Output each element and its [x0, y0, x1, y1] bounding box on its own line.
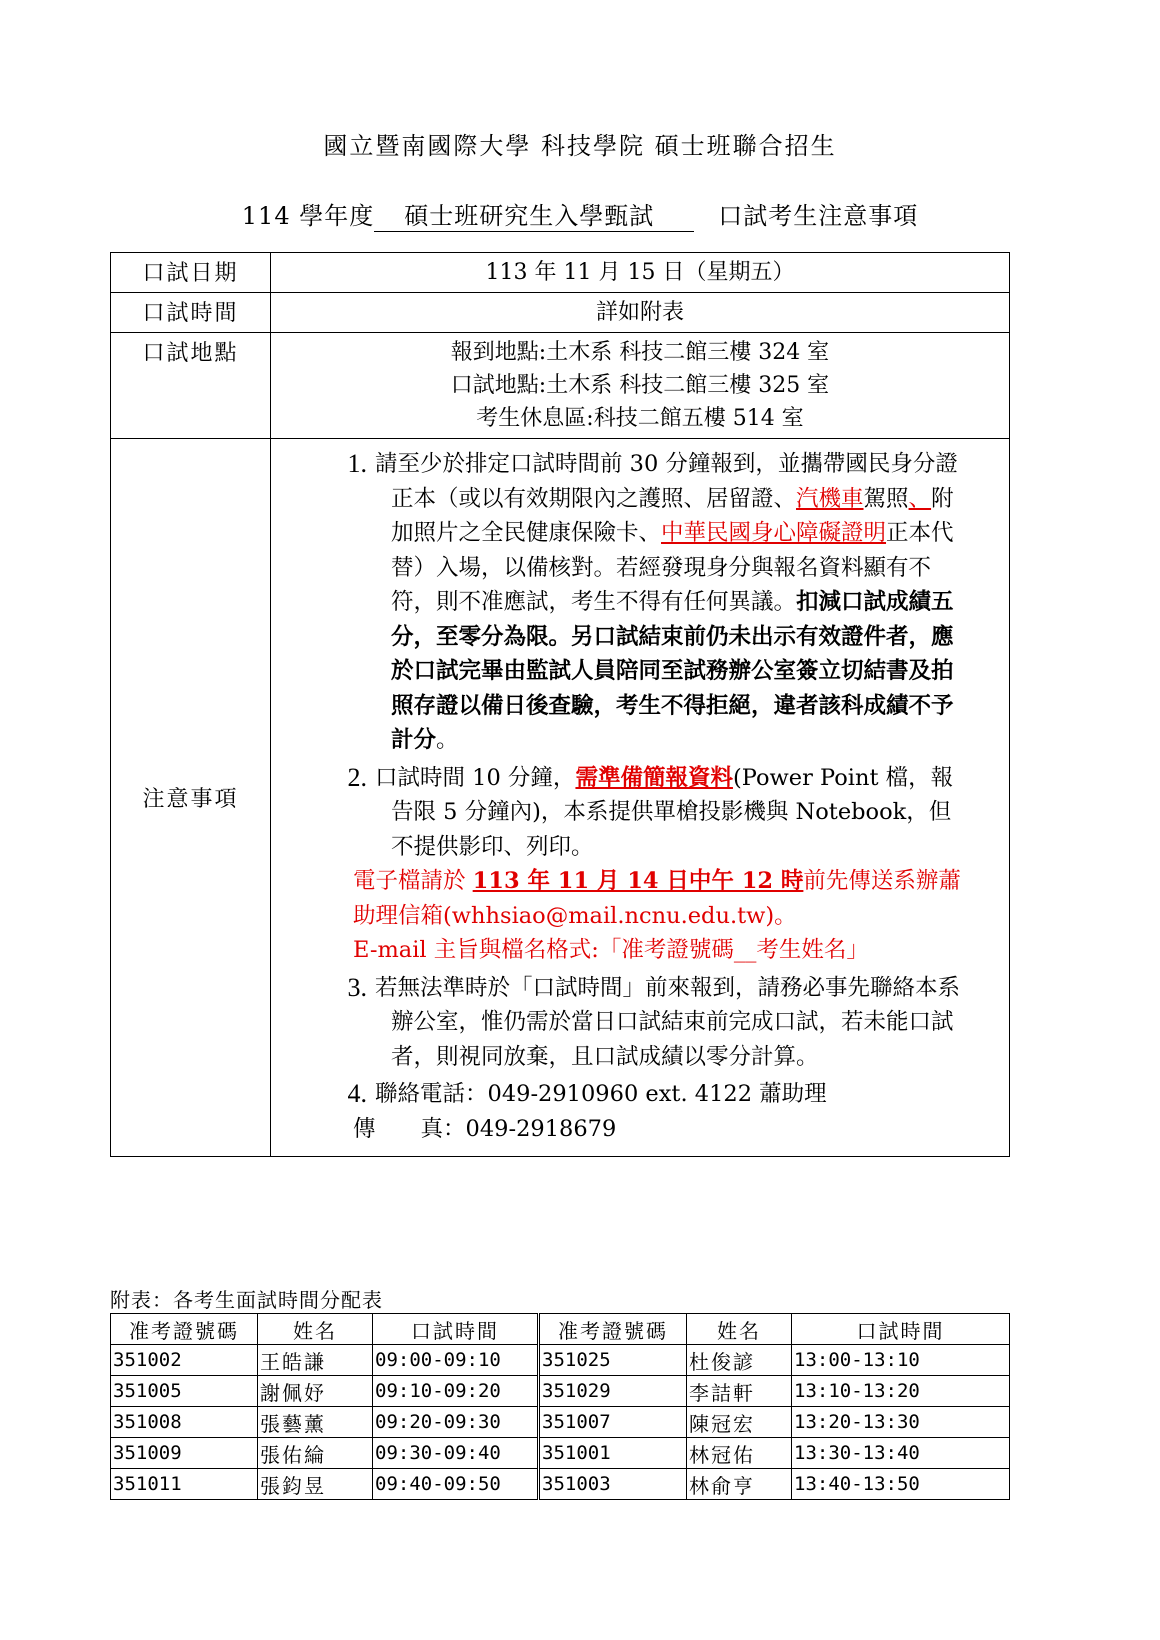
schedule-row: [111, 1469, 1010, 1500]
candidate-id: 351009: [111, 1438, 258, 1469]
candidate-id: 351007: [539, 1407, 687, 1438]
candidate-id: 351002: [111, 1345, 258, 1376]
exam-slot: 13:10-13:20: [792, 1376, 1010, 1407]
schedule-row: [111, 1376, 1010, 1407]
candidate-name: 林冠佑: [687, 1438, 792, 1469]
rest-area-location: 考生休息區:科技二館五樓 514 室: [476, 406, 804, 431]
note-text: 請至少於排定口試時間前 30 分鐘報到，並攜帶國民身分證正本（或以有效期限內之護照、居留證、: [375, 451, 958, 512]
checkin-location: 報到地點:土木系 科技二館三樓 324 室: [450, 340, 830, 365]
fax-label: 傳 真: [353, 1115, 444, 1142]
program-name: 碩士班研究生入學甄試: [374, 196, 694, 232]
note-bold-warning: 扣減口試成績五分，至零分為限。另口試結束前仍未出示有效證件者，應於口試完畢由監試人員陪同至試務辦公室簽立切結書及拍照存證以備日後查驗，考生不得拒絕，違者該科成績不予計分: [391, 589, 954, 753]
candidate-name: 張藝薰: [258, 1407, 373, 1438]
note-text: 。: [436, 727, 459, 753]
candidate-name: 謝佩妤: [258, 1376, 373, 1407]
email-address: 前先傳送系辦蕭助理信箱(whhsiao@mail.ncnu.edu.tw)。: [353, 868, 961, 929]
note-item-3: [317, 971, 961, 1075]
note-item-2: [317, 761, 961, 865]
notes-label: 注意事項: [111, 439, 271, 1157]
exam-date-row: [111, 253, 1010, 293]
note-number: 1.: [347, 449, 367, 478]
exam-time-row: [111, 293, 1010, 333]
appendix-title: 附表：各考生面試時間分配表: [110, 1288, 383, 1312]
notes-row: [111, 439, 1010, 1157]
note-text: 駕照: [863, 485, 909, 512]
email-format: E-mail 主旨與檔名格式:「准考證號碼__考生姓名」: [353, 937, 869, 963]
candidate-name: 李詰軒: [687, 1376, 792, 1407]
candidate-id: 351029: [539, 1376, 687, 1407]
notice-title: 口試考生注意事項: [718, 202, 919, 230]
exam-slot: 09:10-09:20: [373, 1376, 539, 1407]
col-header-time: 口試時間: [373, 1314, 539, 1345]
col-header-id: 准考證號碼: [111, 1314, 258, 1345]
contact-fax: [317, 1112, 961, 1147]
candidate-name: 林俞亨: [687, 1469, 792, 1500]
note-text: 若無法準時於「口試時間」前來報到，請務必事先聯絡本系辦公室，惟仍需於當日口試結束前完成口試，若未能口試者，則視同放棄，且口試成績以零分計算。: [375, 974, 961, 1070]
exam-location: 口試地點:土木系 科技二館三樓 325 室: [450, 373, 830, 398]
exam-date-value: 113 年 11 月 15 日（星期五）: [271, 253, 1010, 293]
document-title: 國立暨南國際大學 科技學院 碩士班聯合招生: [323, 132, 837, 160]
col-header-name: 姓名: [258, 1314, 373, 1345]
candidate-id: 351011: [111, 1469, 258, 1500]
exam-slot: 09:30-09:40: [373, 1438, 539, 1469]
note-number: 4.: [347, 1079, 367, 1108]
candidate-id: 351001: [539, 1438, 687, 1469]
note-highlight: 、: [908, 485, 932, 512]
candidate-id: 351025: [539, 1345, 687, 1376]
exam-slot: 09:00-09:10: [373, 1345, 539, 1376]
note-item-1: [317, 447, 961, 758]
schedule-row: [111, 1345, 1010, 1376]
note-text: (Power Point 檔，報告限 5 分鐘內)，本系提供單槍投影機與 Notebook，但不提供影印、列印。: [391, 764, 954, 860]
exam-slot: 13:00-13:10: [792, 1345, 1010, 1376]
candidate-name: 張佑綸: [258, 1438, 373, 1469]
note-highlight: 中華民國身心障礙證明: [661, 520, 887, 546]
schedule-row: [111, 1407, 1010, 1438]
exam-info-table: [110, 252, 1010, 1157]
exam-date-label: 口試日期: [111, 253, 271, 293]
academic-year: 114 學年度: [241, 202, 375, 230]
note-text: 正本代替）入場，以備核對。若經發現身分與報名資料顯有不符，則不准應試，考生不得有任何異議。: [391, 520, 954, 615]
schedule-header-row: [111, 1314, 1010, 1345]
contact-phone: 聯絡電話：049-2910960 ext. 4122 蕭助理: [375, 1081, 827, 1107]
col-header-name: 姓名: [687, 1314, 792, 1345]
exam-place-value: [271, 333, 1010, 439]
note-text: 附加照片之全民健康保險卡、: [391, 485, 954, 546]
email-instruction: [317, 864, 961, 933]
note-item-4: [317, 1077, 961, 1112]
candidate-id: 351005: [111, 1376, 258, 1407]
exam-place-row: [111, 333, 1010, 439]
schedule-row: [111, 1438, 1010, 1469]
col-header-id: 准考證號碼: [539, 1314, 687, 1345]
schedule-table: [110, 1313, 1010, 1500]
note-number: 2.: [347, 762, 367, 792]
notes-content: [271, 439, 1010, 1157]
fax-number: ：049-2918679: [443, 1115, 617, 1142]
col-header-time: 口試時間: [792, 1314, 1010, 1345]
document-subtitle: [0, 196, 1160, 232]
note-number: 3.: [347, 972, 367, 1002]
candidate-id: 351003: [539, 1469, 687, 1500]
note-text: 電子檔請於: [353, 868, 473, 894]
exam-time-value: 詳如附表: [271, 293, 1010, 333]
email-deadline: 113 年 11 月 14 日中午 12 時: [472, 868, 804, 894]
candidate-name: 陳冠宏: [687, 1407, 792, 1438]
exam-slot: 09:20-09:30: [373, 1407, 539, 1438]
candidate-id: 351008: [111, 1407, 258, 1438]
note-highlight: 需準備簡報資料: [575, 764, 733, 791]
candidate-name: 王皓謙: [258, 1345, 373, 1376]
exam-place-label: 口試地點: [111, 333, 271, 439]
candidate-name: 杜俊諺: [687, 1345, 792, 1376]
note-highlight: 汽機車: [796, 485, 864, 512]
note-text: 口試時間 10 分鐘，: [375, 764, 576, 791]
exam-slot: 13:30-13:40: [792, 1438, 1010, 1469]
candidate-name: 張鈞昱: [258, 1469, 373, 1500]
exam-slot: 13:20-13:30: [792, 1407, 1010, 1438]
exam-slot: 09:40-09:50: [373, 1469, 539, 1500]
exam-slot: 13:40-13:50: [792, 1469, 1010, 1500]
exam-time-label: 口試時間: [111, 293, 271, 333]
